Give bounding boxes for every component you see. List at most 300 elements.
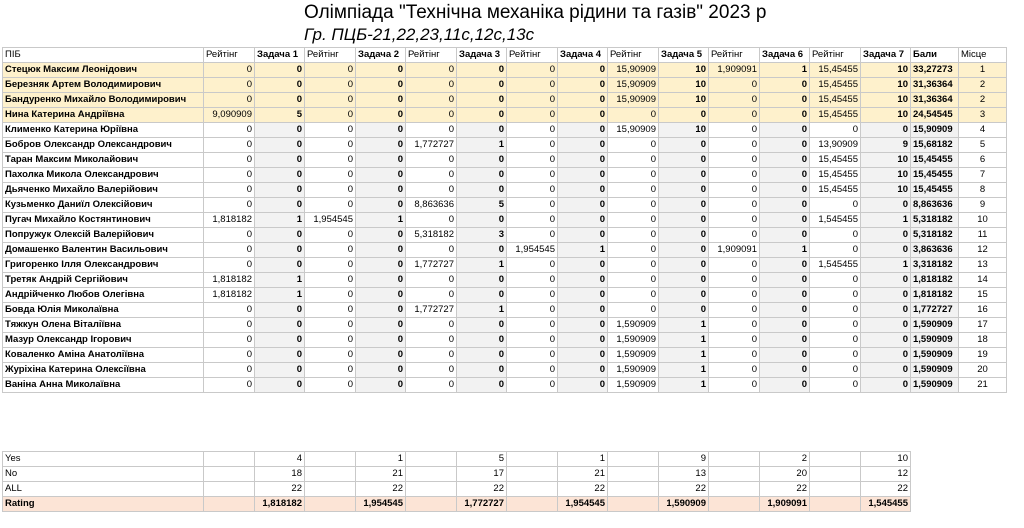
rating-cell: 0 <box>406 273 457 288</box>
total-score: 1,590909 <box>911 333 959 348</box>
task-score: 0 <box>861 303 911 318</box>
summary-spacer <box>810 482 861 497</box>
rating-cell: 0 <box>709 153 760 168</box>
student-name: Тяжкун Олена Віталіївна <box>3 318 204 333</box>
rating-cell: 0 <box>305 228 356 243</box>
rating-cell: 0 <box>709 303 760 318</box>
rating-cell: 0 <box>204 228 255 243</box>
task-score: 0 <box>558 378 608 393</box>
summary-spacer <box>204 467 255 482</box>
task-score: 1 <box>760 243 810 258</box>
student-name: Григоренко Ілля Олександрович <box>3 258 204 273</box>
page-title: Олімпіада "Технічна механіка рідини та газів" 2023 р <box>304 2 767 23</box>
task-score: 0 <box>760 123 810 138</box>
student-name: Бобров Олександр Олександрович <box>3 138 204 153</box>
rating-cell: 0 <box>810 198 861 213</box>
rating-cell: 0 <box>507 138 558 153</box>
table-row <box>3 108 1007 123</box>
task-score: 0 <box>255 93 305 108</box>
column-header: Рейтінг <box>507 48 558 63</box>
place: 20 <box>959 363 1007 378</box>
rating-cell: 0 <box>810 228 861 243</box>
task-score: 0 <box>356 333 406 348</box>
rating-cell: 0 <box>406 183 457 198</box>
total-score: 31,36364 <box>911 78 959 93</box>
summary-value: 1,818182 <box>255 497 305 512</box>
column-header: Задача 4 <box>558 48 608 63</box>
summary-value: 4 <box>255 452 305 467</box>
total-score: 15,90909 <box>911 123 959 138</box>
rating-cell: 0 <box>709 183 760 198</box>
summary-value: 17 <box>457 467 507 482</box>
summary-spacer <box>608 497 659 512</box>
task-score: 0 <box>356 123 406 138</box>
summary-value: 22 <box>356 482 406 497</box>
summary-spacer <box>507 452 558 467</box>
student-name: Бандуренко Михайло Володимирович <box>3 93 204 108</box>
rating-cell: 1,590909 <box>608 348 659 363</box>
total-score: 3,863636 <box>911 243 959 258</box>
task-score: 0 <box>356 138 406 153</box>
place: 12 <box>959 243 1007 258</box>
summary-value: 22 <box>558 482 608 497</box>
rating-cell: 1,772727 <box>406 258 457 273</box>
task-score: 0 <box>457 108 507 123</box>
column-header: Задача 6 <box>760 48 810 63</box>
task-score: 0 <box>255 78 305 93</box>
task-score: 0 <box>558 63 608 78</box>
task-score: 0 <box>356 198 406 213</box>
total-score: 1,590909 <box>911 378 959 393</box>
task-score: 0 <box>558 318 608 333</box>
task-score: 0 <box>255 303 305 318</box>
summary-value: 22 <box>659 482 709 497</box>
rating-cell: 0 <box>204 153 255 168</box>
task-score: 0 <box>457 123 507 138</box>
rating-cell: 15,90909 <box>608 78 659 93</box>
task-score: 0 <box>558 138 608 153</box>
student-name: Пугач Михайло Костянтинович <box>3 213 204 228</box>
rating-cell: 0 <box>709 363 760 378</box>
summary-value: 22 <box>457 482 507 497</box>
table-row <box>3 183 1007 198</box>
task-score: 0 <box>861 333 911 348</box>
rating-cell: 0 <box>204 168 255 183</box>
rating-cell: 1,909091 <box>709 243 760 258</box>
rating-cell: 1,772727 <box>406 138 457 153</box>
rating-cell: 0 <box>305 273 356 288</box>
task-score: 0 <box>255 228 305 243</box>
rating-cell: 0 <box>507 78 558 93</box>
task-score: 1 <box>558 243 608 258</box>
task-score: 0 <box>255 138 305 153</box>
task-score: 0 <box>760 348 810 363</box>
summary-label: ALL <box>3 482 204 497</box>
task-score: 0 <box>356 348 406 363</box>
rating-cell: 0 <box>810 243 861 258</box>
task-score: 0 <box>558 363 608 378</box>
rating-cell: 0 <box>810 348 861 363</box>
rating-cell: 0 <box>204 363 255 378</box>
task-score: 1 <box>255 288 305 303</box>
task-score: 1 <box>760 63 810 78</box>
task-score: 0 <box>255 243 305 258</box>
table-row <box>3 288 1007 303</box>
task-score: 0 <box>760 378 810 393</box>
rating-cell: 1,772727 <box>406 303 457 318</box>
student-name: Дьяченко Михайло Валерійович <box>3 183 204 198</box>
rating-cell: 0 <box>204 243 255 258</box>
task-score: 0 <box>558 303 608 318</box>
task-score: 0 <box>760 228 810 243</box>
rating-cell: 0 <box>406 378 457 393</box>
rating-cell: 1,818182 <box>204 213 255 228</box>
task-score: 0 <box>558 183 608 198</box>
task-score: 9 <box>861 138 911 153</box>
rating-cell: 1,818182 <box>204 273 255 288</box>
summary-value: 22 <box>861 482 911 497</box>
place: 6 <box>959 153 1007 168</box>
table-row <box>3 378 1007 393</box>
rating-cell: 0 <box>204 63 255 78</box>
column-header: Рейтінг <box>204 48 255 63</box>
rating-cell: 0 <box>810 123 861 138</box>
task-score: 0 <box>255 378 305 393</box>
place: 13 <box>959 258 1007 273</box>
summary-row <box>3 452 911 467</box>
rating-cell: 15,45455 <box>810 153 861 168</box>
rating-cell: 0 <box>608 273 659 288</box>
table-row <box>3 348 1007 363</box>
summary-value: 20 <box>760 467 810 482</box>
task-score: 0 <box>558 213 608 228</box>
rating-cell: 0 <box>810 273 861 288</box>
rating-cell: 0 <box>305 378 356 393</box>
task-score: 0 <box>457 213 507 228</box>
rating-cell: 0 <box>406 213 457 228</box>
summary-value: 9 <box>659 452 709 467</box>
task-score: 0 <box>457 318 507 333</box>
rating-cell: 0 <box>204 93 255 108</box>
place: 1 <box>959 63 1007 78</box>
rating-cell: 0 <box>507 333 558 348</box>
task-score: 0 <box>861 273 911 288</box>
rating-cell: 0 <box>305 363 356 378</box>
results-table <box>2 47 1007 393</box>
table-row <box>3 273 1007 288</box>
rating-cell: 0 <box>507 213 558 228</box>
rating-cell: 0 <box>406 348 457 363</box>
rating-cell: 0 <box>709 228 760 243</box>
rating-cell: 1,954545 <box>305 213 356 228</box>
summary-value: 22 <box>255 482 305 497</box>
rating-cell: 8,863636 <box>406 198 457 213</box>
task-score: 1 <box>457 258 507 273</box>
task-score: 1 <box>356 213 406 228</box>
task-score: 0 <box>760 108 810 123</box>
rating-cell: 0 <box>204 303 255 318</box>
task-score: 0 <box>760 198 810 213</box>
rating-cell: 0 <box>507 228 558 243</box>
task-score: 0 <box>457 93 507 108</box>
rating-cell: 0 <box>709 213 760 228</box>
task-score: 0 <box>659 108 709 123</box>
task-score: 0 <box>255 363 305 378</box>
task-score: 0 <box>255 183 305 198</box>
rating-cell: 0 <box>709 273 760 288</box>
task-score: 0 <box>760 213 810 228</box>
rating-cell: 0 <box>406 78 457 93</box>
rating-cell: 0 <box>608 258 659 273</box>
summary-value: 13 <box>659 467 709 482</box>
rating-cell: 15,45455 <box>810 93 861 108</box>
summary-value: 1,590909 <box>659 497 709 512</box>
task-score: 1 <box>861 258 911 273</box>
rating-cell: 0 <box>507 63 558 78</box>
task-score: 0 <box>558 333 608 348</box>
rating-cell: 15,90909 <box>608 123 659 138</box>
rating-cell: 1,590909 <box>608 378 659 393</box>
rating-cell: 0 <box>305 348 356 363</box>
task-score: 0 <box>659 228 709 243</box>
total-score: 15,45455 <box>911 168 959 183</box>
task-score: 0 <box>457 153 507 168</box>
task-score: 0 <box>558 198 608 213</box>
rating-cell: 0 <box>406 318 457 333</box>
student-name: Кузьменко Даниїл Олексійович <box>3 198 204 213</box>
place: 19 <box>959 348 1007 363</box>
task-score: 0 <box>457 378 507 393</box>
rating-cell: 0 <box>810 303 861 318</box>
column-header: Рейтінг <box>406 48 457 63</box>
column-header: Рейтінг <box>608 48 659 63</box>
rating-cell: 0 <box>507 273 558 288</box>
student-name: Стецюк Максим Леонідович <box>3 63 204 78</box>
column-header: Задача 1 <box>255 48 305 63</box>
task-score: 0 <box>457 183 507 198</box>
rating-cell: 15,45455 <box>810 78 861 93</box>
rating-cell: 0 <box>709 168 760 183</box>
task-score: 10 <box>659 63 709 78</box>
task-score: 5 <box>457 198 507 213</box>
place: 16 <box>959 303 1007 318</box>
task-score: 0 <box>760 138 810 153</box>
task-score: 10 <box>861 93 911 108</box>
student-name: Нина Катерина Андріївна <box>3 108 204 123</box>
task-score: 0 <box>255 318 305 333</box>
task-score: 0 <box>861 348 911 363</box>
task-score: 0 <box>659 138 709 153</box>
task-score: 0 <box>356 108 406 123</box>
summary-label: No <box>3 467 204 482</box>
place: 7 <box>959 168 1007 183</box>
total-score: 8,863636 <box>911 198 959 213</box>
rating-cell: 0 <box>507 258 558 273</box>
task-score: 0 <box>457 168 507 183</box>
task-score: 10 <box>659 93 709 108</box>
rating-cell: 15,45455 <box>810 63 861 78</box>
task-score: 0 <box>356 243 406 258</box>
summary-value: 5 <box>457 452 507 467</box>
task-score: 10 <box>659 123 709 138</box>
rating-cell: 0 <box>305 288 356 303</box>
rating-cell: 0 <box>709 78 760 93</box>
summary-row <box>3 467 911 482</box>
summary-table <box>2 451 911 512</box>
task-score: 0 <box>356 168 406 183</box>
task-score: 5 <box>255 108 305 123</box>
rating-cell: 0 <box>406 123 457 138</box>
summary-spacer <box>305 452 356 467</box>
rating-cell: 0 <box>810 318 861 333</box>
rating-cell: 0 <box>507 108 558 123</box>
summary-value: 18 <box>255 467 305 482</box>
summary-spacer <box>608 452 659 467</box>
student-name: Коваленко Аміна Анатоліївна <box>3 348 204 363</box>
summary-value: 10 <box>861 452 911 467</box>
rating-cell: 0 <box>406 363 457 378</box>
rating-cell: 0 <box>406 168 457 183</box>
rating-cell: 0 <box>608 108 659 123</box>
task-score: 0 <box>255 333 305 348</box>
task-score: 0 <box>558 93 608 108</box>
summary-spacer <box>608 482 659 497</box>
column-header: Задача 2 <box>356 48 406 63</box>
task-score: 0 <box>558 78 608 93</box>
task-score: 0 <box>861 378 911 393</box>
student-name: Третяк Андрій Сергійович <box>3 273 204 288</box>
rating-cell: 0 <box>709 108 760 123</box>
summary-spacer <box>406 497 457 512</box>
rating-cell: 0 <box>709 348 760 363</box>
rating-cell: 0 <box>709 333 760 348</box>
task-score: 1 <box>457 303 507 318</box>
rating-cell: 0 <box>507 93 558 108</box>
task-score: 0 <box>356 183 406 198</box>
total-score: 1,772727 <box>911 303 959 318</box>
rating-cell: 0 <box>810 378 861 393</box>
task-score: 0 <box>760 333 810 348</box>
total-score: 5,318182 <box>911 228 959 243</box>
rating-cell: 1,909091 <box>709 63 760 78</box>
summary-value: 2 <box>760 452 810 467</box>
column-header: Задача 3 <box>457 48 507 63</box>
task-score: 0 <box>760 258 810 273</box>
summary-row <box>3 497 911 512</box>
rating-cell: 0 <box>305 63 356 78</box>
total-score: 1,590909 <box>911 348 959 363</box>
rating-cell: 1,590909 <box>608 318 659 333</box>
task-score: 0 <box>457 273 507 288</box>
task-score: 1 <box>659 363 709 378</box>
task-score: 0 <box>356 63 406 78</box>
rating-cell: 0 <box>507 363 558 378</box>
task-score: 0 <box>457 348 507 363</box>
task-score: 0 <box>861 288 911 303</box>
rating-cell: 0 <box>810 333 861 348</box>
student-name: Пахолка Микола Олександрович <box>3 168 204 183</box>
rating-cell: 0 <box>608 138 659 153</box>
rating-cell: 0 <box>204 183 255 198</box>
task-score: 0 <box>356 228 406 243</box>
task-score: 0 <box>356 318 406 333</box>
summary-value: 1,545455 <box>861 497 911 512</box>
total-score: 1,590909 <box>911 318 959 333</box>
task-score: 0 <box>760 93 810 108</box>
task-score: 0 <box>457 63 507 78</box>
table-row <box>3 333 1007 348</box>
summary-spacer <box>406 467 457 482</box>
rating-cell: 0 <box>507 123 558 138</box>
rating-cell: 0 <box>305 123 356 138</box>
total-score: 1,590909 <box>911 363 959 378</box>
total-score: 24,54545 <box>911 108 959 123</box>
task-score: 0 <box>760 288 810 303</box>
task-score: 0 <box>255 63 305 78</box>
task-score: 1 <box>659 318 709 333</box>
task-score: 0 <box>255 348 305 363</box>
rating-cell: 0 <box>507 198 558 213</box>
table-row <box>3 198 1007 213</box>
task-score: 0 <box>760 168 810 183</box>
rating-cell: 0 <box>204 258 255 273</box>
rating-cell: 0 <box>305 153 356 168</box>
task-score: 0 <box>659 183 709 198</box>
rating-cell: 0 <box>204 378 255 393</box>
task-score: 1 <box>659 333 709 348</box>
column-header: Задача 7 <box>861 48 911 63</box>
rating-cell: 0 <box>507 153 558 168</box>
summary-spacer <box>507 467 558 482</box>
table-row <box>3 78 1007 93</box>
rating-cell: 0 <box>406 63 457 78</box>
student-name: Мазур Олександр Ігорович <box>3 333 204 348</box>
summary-spacer <box>204 482 255 497</box>
task-score: 1 <box>659 348 709 363</box>
place: 8 <box>959 183 1007 198</box>
task-score: 0 <box>255 168 305 183</box>
table-row <box>3 138 1007 153</box>
summary-value: 1,954545 <box>558 497 608 512</box>
place: 5 <box>959 138 1007 153</box>
task-score: 0 <box>558 123 608 138</box>
rating-cell: 0 <box>204 333 255 348</box>
rating-cell: 0 <box>608 228 659 243</box>
task-score: 0 <box>457 363 507 378</box>
task-score: 0 <box>558 273 608 288</box>
student-name: Журіхіна Катерина Олексіївна <box>3 363 204 378</box>
task-score: 0 <box>255 258 305 273</box>
task-score: 1 <box>659 378 709 393</box>
summary-spacer <box>810 467 861 482</box>
task-score: 0 <box>356 78 406 93</box>
task-score: 1 <box>861 213 911 228</box>
rating-cell: 0 <box>305 183 356 198</box>
summary-label: Yes <box>3 452 204 467</box>
rating-cell: 1,590909 <box>608 333 659 348</box>
task-score: 0 <box>861 198 911 213</box>
rating-cell: 0 <box>305 258 356 273</box>
task-score: 0 <box>558 288 608 303</box>
student-name: Попружук Олексій Валерійович <box>3 228 204 243</box>
task-score: 10 <box>659 78 709 93</box>
task-score: 0 <box>255 198 305 213</box>
task-score: 0 <box>861 363 911 378</box>
rating-cell: 0 <box>507 378 558 393</box>
rating-cell: 0 <box>608 198 659 213</box>
task-score: 0 <box>861 228 911 243</box>
rating-cell: 0 <box>608 303 659 318</box>
